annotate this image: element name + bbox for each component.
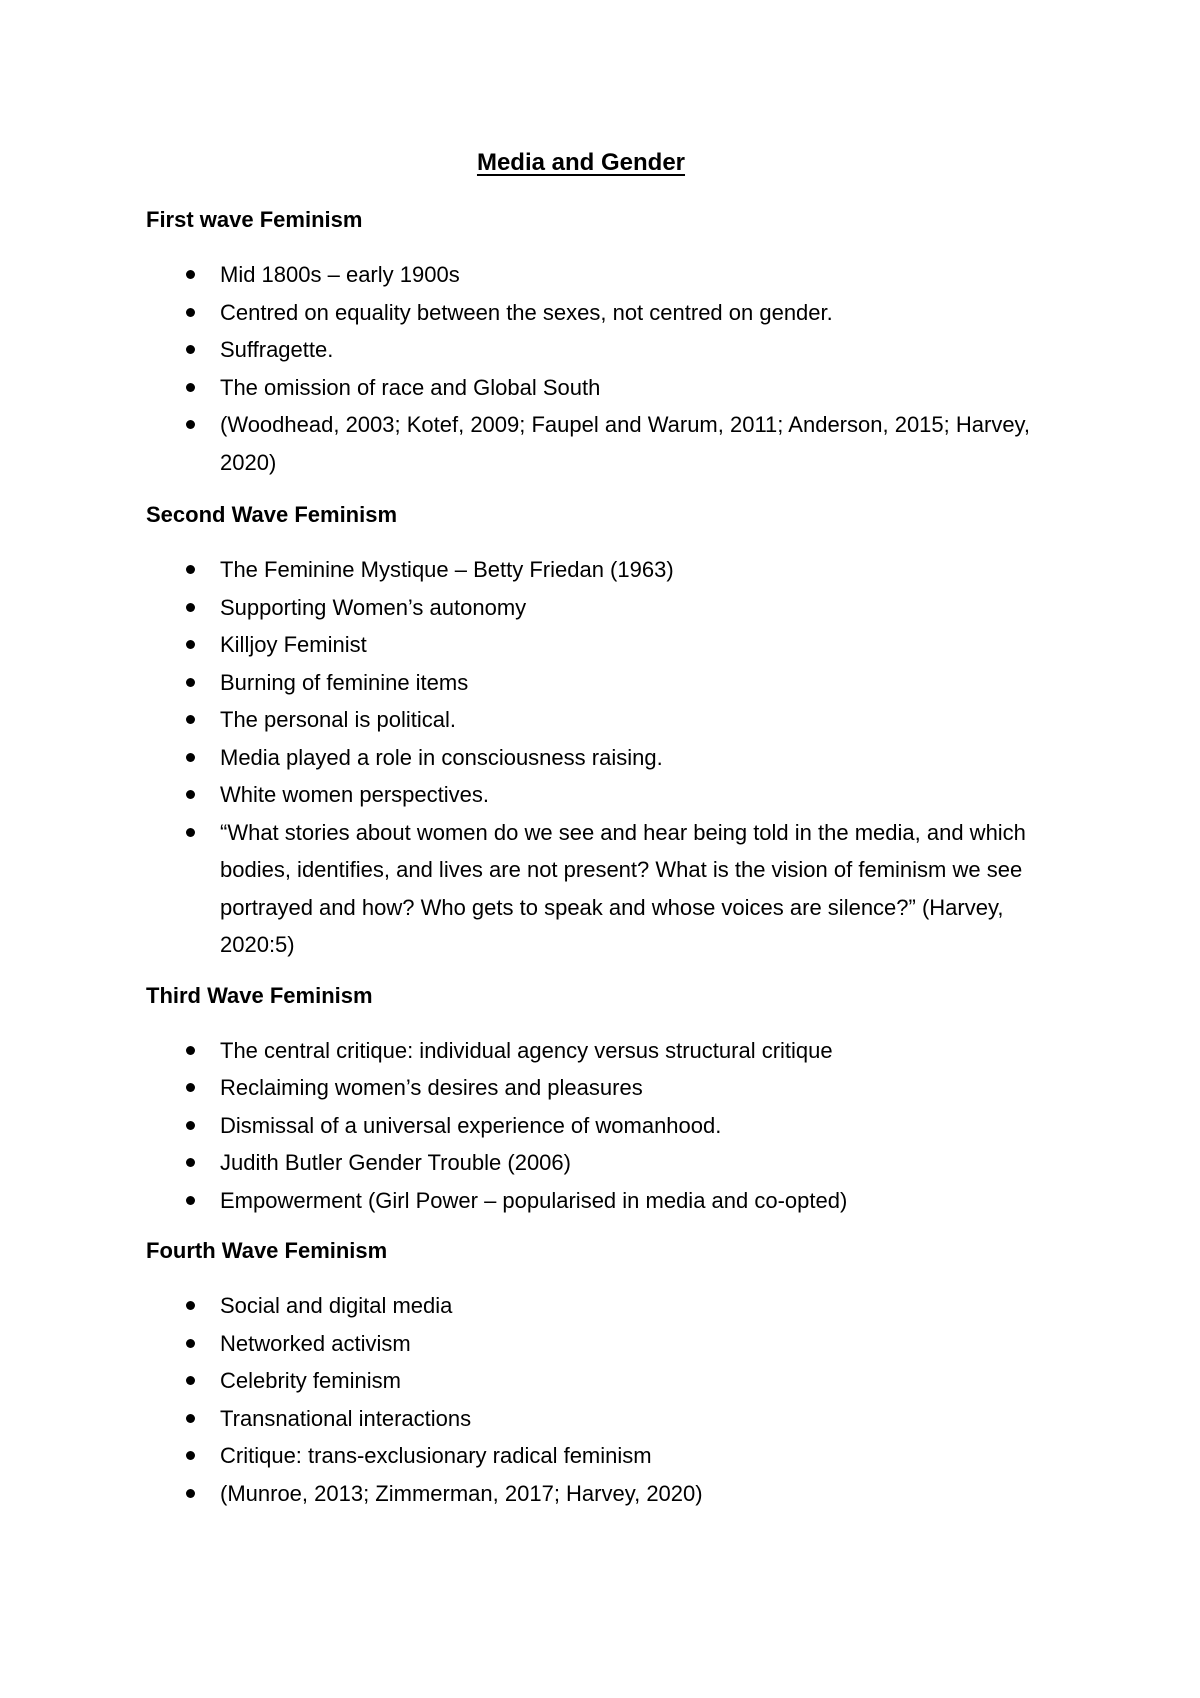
bullet-icon [186,1121,195,1130]
list-item-text: Mid 1800s – early 1900s [220,262,460,287]
list-item [146,776,1060,814]
bullet-icon [186,270,195,279]
list-item [146,1107,1060,1145]
list-item-text: Celebrity feminism [220,1368,401,1393]
list-item-text: Killjoy Feminist [220,632,367,657]
bullet-icon [186,1158,195,1167]
bullet-icon [186,790,195,799]
list-item-text: (Woodhead, 2003; Kotef, 2009; Faupel and Warum, 2011; Anderson, 2015; Harvey, 2020) [220,412,1031,475]
bullet-icon [186,678,195,687]
section-heading: First wave Feminism [146,207,363,232]
list-item [146,1032,1060,1070]
list-item-text: Burning of feminine items [220,669,469,695]
list-item-text: Critique: trans-exclusionary radical feminism [220,1443,652,1468]
list-item [146,331,1060,369]
list-item-text: Social and digital media [220,1293,453,1318]
list-item [146,589,1060,627]
list-item-text: Reclaiming women’s desires and pleasures [220,1075,643,1100]
list-item [146,701,1060,739]
list-item [146,551,1060,589]
bullet-icon [186,1489,195,1498]
section-fourth-wave [146,1237,1060,1512]
list-item [146,739,1060,777]
list-item [146,626,1060,664]
list-item [146,294,1060,332]
section-heading: Third Wave Feminism [146,982,373,1008]
bullet-list [146,1032,1060,1220]
bullet-icon [186,383,195,392]
bullet-list [146,256,1060,481]
bullet-icon [186,1301,195,1310]
bullet-icon [186,1083,195,1092]
list-item-text: Media played a role in consciousness raising. [220,744,663,770]
list-item-text: The Feminine Mystique – Betty Friedan (1963) [220,557,674,582]
list-item-text: The omission of race and Global South [220,374,601,400]
list-item-text: Empowerment (Girl Power – popularised in media and co-opted) [220,1187,848,1213]
list-item-text: Networked activism [220,1330,411,1356]
bullet-icon [186,420,195,429]
list-item [146,406,1060,481]
list-item [146,1069,1060,1107]
section-third-wave [146,982,1060,1220]
list-item [146,664,1060,702]
bullet-list [146,1287,1060,1512]
bullet-icon [186,1046,195,1055]
section-second-wave [146,501,1060,964]
bullet-icon [186,1414,195,1423]
list-item-text: Dismissal of a universal experience of womanhood. [220,1112,722,1138]
list-item-text: “What stories about women do we see and hear being told in the media, and which bodies, identifies, and lives are not present? What is the vision of feminism we see portrayed and how? Who gets to speak and whose voices are silence?” (Harvey, 2020:5) [220,819,1026,957]
list-item [146,256,1060,294]
bullet-icon [186,308,195,317]
list-item-text: Centred on equality between the sexes, not centred on gender. [220,299,833,325]
list-item [146,1287,1060,1325]
bullet-icon [186,640,195,649]
list-item-text: Suffragette. [220,337,334,362]
bullet-icon [186,715,195,724]
list-item-text: The central critique: individual agency versus structural critique [220,1037,833,1063]
bullet-icon [186,565,195,574]
section-heading: Fourth Wave Feminism [146,1238,388,1263]
list-item [146,1475,1060,1513]
section-first-wave [146,206,1060,481]
bullet-icon [186,345,195,354]
bullet-icon [186,1196,195,1205]
list-item-text: Judith Butler Gender Trouble (2006) [220,1150,571,1175]
list-item [146,1144,1060,1182]
bullet-icon [186,1339,195,1348]
list-item [146,369,1060,407]
bullet-icon [186,828,195,837]
bullet-icon [186,1376,195,1385]
section-heading: Second Wave Feminism [146,502,398,527]
list-item [146,814,1060,964]
list-item [146,1325,1060,1363]
list-item [146,1400,1060,1438]
list-item-text: Supporting Women’s autonomy [220,594,527,620]
list-item [146,1182,1060,1220]
bullet-icon [186,1451,195,1460]
bullet-icon [186,603,195,612]
list-item-text: (Munroe, 2013; Zimmerman, 2017; Harvey, 2020) [220,1480,703,1506]
list-item [146,1437,1060,1475]
document-title: Media and Gender [476,149,686,176]
bullet-list [146,551,1060,964]
list-item [146,1362,1060,1400]
list-item-text: White women perspectives. [220,782,489,807]
bullet-icon [186,753,195,762]
list-item-text: The personal is political. [220,707,457,732]
list-item-text: Transnational interactions [220,1405,472,1431]
